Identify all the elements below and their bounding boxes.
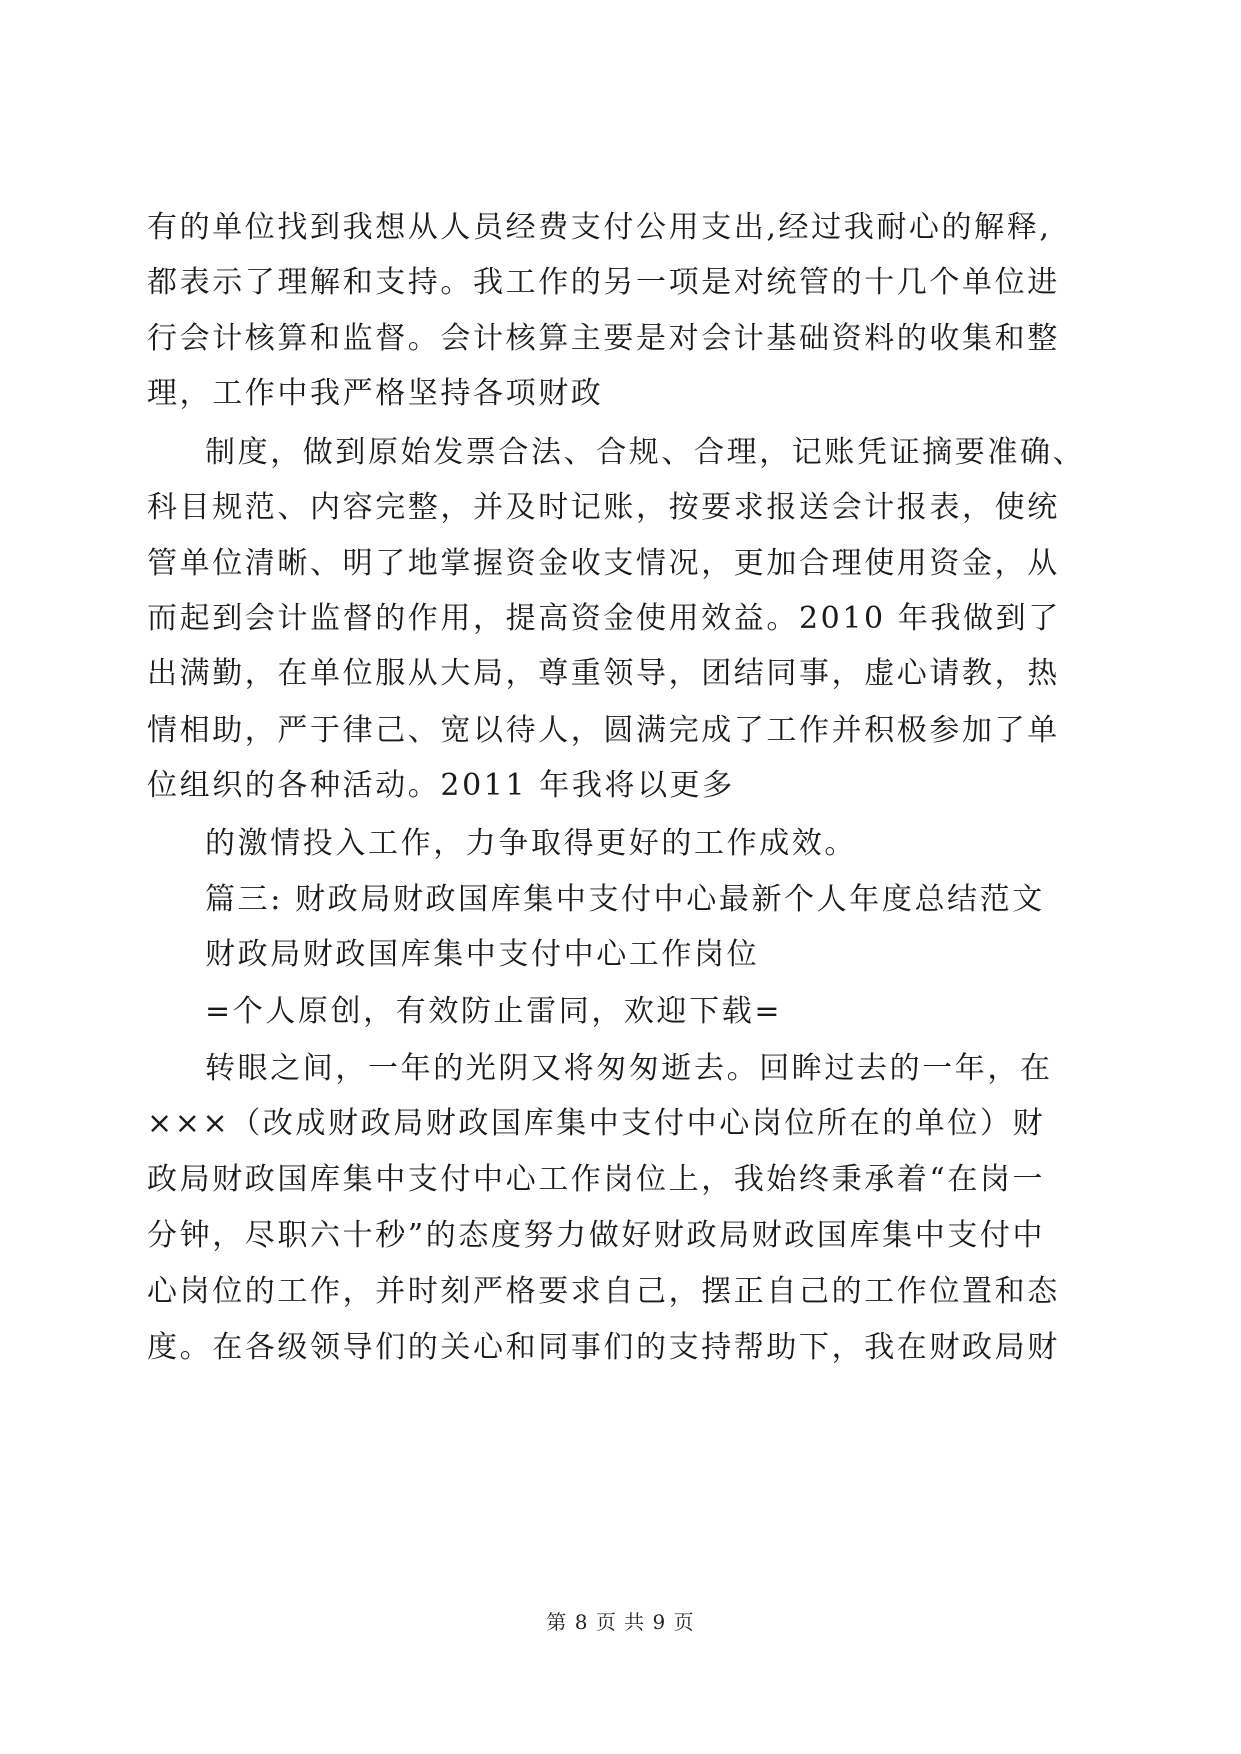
section-heading: 篇三: 财政局财政国库集中支付中心最新个人年度总结范文 xyxy=(205,882,1045,917)
text-line: 制度，做到原始发票合法、合规、合理，记账凭证摘要准确、 xyxy=(205,435,1086,470)
text-line: 而起到会计监督的作用，提高资金使用效益。2010 年我做到了 xyxy=(147,601,1061,636)
text-line: 出满勤，在单位服从大局，尊重领导，团结同事，虚心请教，热 xyxy=(147,656,1060,691)
text-line: 科目规范、内容完整，并及时记账，按要求报送会计报表，使统 xyxy=(147,490,1060,525)
text-line: 分钟，尽职六十秒”的态度努力做好财政局财政国库集中支付中 xyxy=(147,1218,1046,1253)
text-line: 的激情投入工作，力争取得更好的工作成效。 xyxy=(205,826,857,861)
text-line: 度。在各级领导们的关心和同事们的支持帮助下，我在财政局财 xyxy=(147,1330,1060,1365)
text-line: 都表示了理解和支持。我工作的另一项是对统管的十几个单位进 xyxy=(147,265,1060,300)
text-line: 政局财政国库集中支付中心工作岗位上，我始终秉承着“在岗一 xyxy=(147,1162,1046,1197)
section-subheading: 财政局财政国库集中支付中心工作岗位 xyxy=(205,937,760,972)
text-line: 情相助，严于律己、宽以待人，圆满完成了工作并积极参加了单 xyxy=(147,713,1060,748)
text-line: 理，工作中我严格坚持各项财政 xyxy=(147,376,604,411)
text-line: ×××（改成财政局财政国库集中支付中心岗位所在的单位）财 xyxy=(147,1106,1046,1141)
text-line: 行会计核算和监督。会计核算主要是对会计基础资料的收集和整 xyxy=(147,321,1060,356)
text-line: 转眼之间，一年的光阴又将匆匆逝去。回眸过去的一年，在 xyxy=(205,1051,1053,1086)
text-line: 有的单位找到我想从人员经费支付公用支出,经过我耐心的解释, xyxy=(147,210,1052,245)
text-line: 位组织的各种活动。2011 年我将以更多 xyxy=(147,768,735,803)
page-number-footer: 第 8 页 共 9 页 xyxy=(546,1610,695,1634)
text-line: 心岗位的工作，并时刻严格要求自己，摆正自己的工作位置和态 xyxy=(147,1274,1060,1309)
text-line: =个人原创，有效防止雷同，欢迎下载= xyxy=(205,994,783,1029)
text-line: 管单位清晰、明了地掌握资金收支情况，更加合理使用资金，从 xyxy=(147,546,1060,581)
